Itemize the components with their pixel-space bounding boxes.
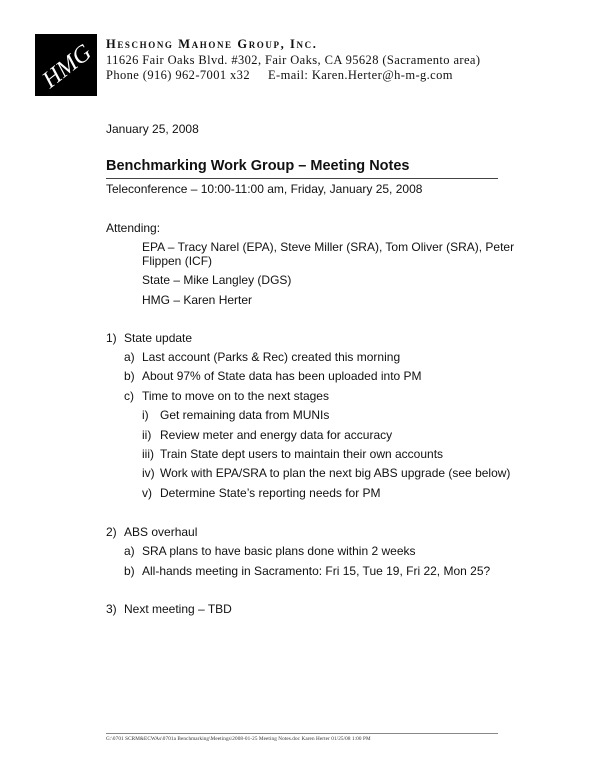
sub-item: Last account (Parks & Rec) created this morning: [142, 350, 401, 364]
list-item: Next meeting – TBD: [124, 602, 232, 616]
attendee-state: State – Mike Langley (DGS): [142, 273, 292, 287]
meeting-info: Teleconference – 10:00-11:00 am, Friday, January 25, 2008: [106, 182, 423, 196]
sub-item: About 97% of State data has been uploaded into PM: [142, 369, 422, 383]
list-item-number: 2): [106, 525, 117, 539]
footer-path: G:\0701 SCRM&ECWAs\0701a Benchmarking\Meetings\2008-01-25 Meeting Notes.doc Karen Herter 01/25/08 1:00 PM: [106, 736, 371, 742]
sub-item-number: a): [124, 350, 135, 364]
title-rule: [106, 178, 498, 179]
sub-sub-item-number: iii): [142, 447, 154, 461]
sub-sub-item-number: i): [142, 408, 149, 422]
company-phone: Phone (916) 962-7001 x32: [106, 68, 250, 82]
sub-item: SRA plans to have basic plans done within 2 weeks: [142, 544, 416, 558]
sub-item-number: b): [124, 564, 135, 578]
attendee-epa-line1: EPA – Tracy Narel (EPA), Steve Miller (SRA), Tom Oliver (SRA), Peter: [142, 240, 515, 254]
sub-item-number: a): [124, 544, 135, 558]
list-item: ABS overhaul: [124, 525, 198, 539]
footer-rule: [106, 733, 498, 734]
sub-sub-item: Get remaining data from MUNIs: [160, 408, 330, 422]
hmg-logo: [35, 34, 97, 96]
sub-item: All-hands meeting in Sacramento: Fri 15, Tue 19, Fri 22, Mon 25?: [142, 564, 491, 578]
sub-sub-item-number: iv): [142, 466, 155, 480]
logo-text: HMG: [37, 39, 97, 94]
document-date: January 25, 2008: [106, 122, 199, 136]
list-item: State update: [124, 331, 193, 345]
sub-item-number: b): [124, 369, 135, 383]
sub-sub-item: Work with EPA/SRA to plan the next big ABS upgrade (see below): [160, 466, 511, 480]
sub-sub-item: Review meter and energy data for accuracy: [160, 428, 393, 442]
sub-sub-item-number: ii): [142, 428, 152, 442]
document-title: Benchmarking Work Group – Meeting Notes: [106, 158, 410, 174]
sub-item: Time to move on to the next stages: [142, 389, 329, 403]
sub-sub-item: Train State dept users to maintain their own accounts: [160, 447, 444, 461]
sub-sub-item-number: v): [142, 486, 152, 500]
list-item-number: 1): [106, 331, 117, 345]
attendee-hmg: HMG – Karen Herter: [142, 293, 253, 307]
company-address: 11626 Fair Oaks Blvd. #302, Fair Oaks, CA 95628 (Sacramento area): [106, 53, 481, 67]
sub-item-number: c): [124, 389, 134, 403]
list-item-number: 3): [106, 602, 117, 616]
sub-sub-item: Determine State’s reporting needs for PM: [160, 486, 381, 500]
attendee-epa-line2: Flippen (ICF): [142, 254, 213, 268]
contact-email: E-mail: Karen.Herter@h-m-g.com: [268, 68, 453, 82]
company-name: Heschong Mahone Group, Inc.: [106, 37, 318, 51]
attending-label: Attending:: [106, 221, 161, 235]
